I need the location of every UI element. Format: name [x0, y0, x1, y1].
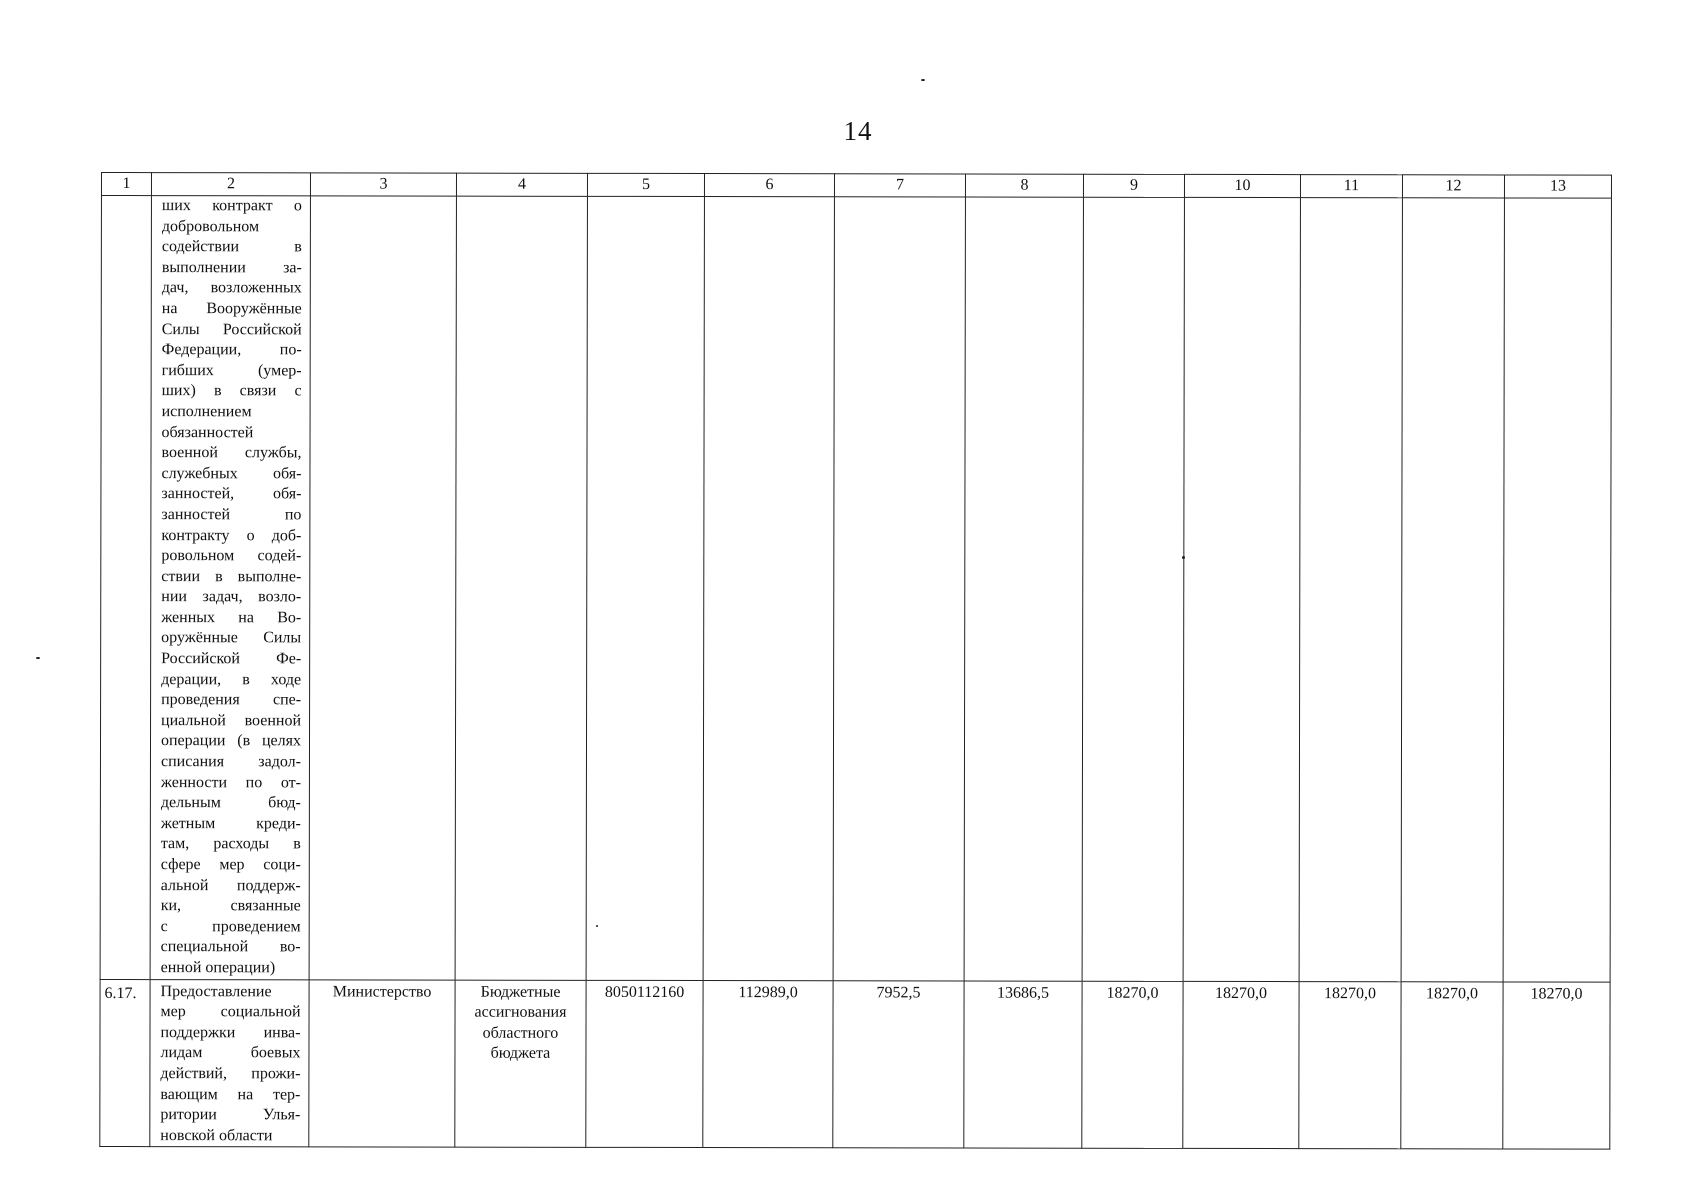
text-line: ших) в связи с: [161, 382, 302, 400]
text-line: занностей по: [161, 506, 302, 524]
column-header: 2: [151, 173, 310, 196]
measure-description-text: [151, 196, 310, 979]
empty-cell: [455, 196, 587, 980]
text-line: добровольном: [161, 217, 260, 235]
text-line: Бюджетные: [480, 983, 561, 1001]
measure-description-cell: [150, 979, 309, 1147]
column-header: 7: [834, 174, 965, 197]
executor-text: Министерство: [332, 982, 432, 1001]
empty-cell: [1299, 198, 1402, 982]
text-line: списания задол-: [160, 753, 301, 771]
column-header: 8: [965, 174, 1083, 197]
measure-description-text: [150, 982, 308, 1147]
row-number-cell: [100, 979, 150, 1147]
column-header: 9: [1083, 174, 1184, 197]
funding-source-cell: [455, 980, 586, 1148]
text-line: ассигнования: [474, 1003, 567, 1021]
empty-cell: [833, 197, 965, 981]
text-line: контракту о доб-: [161, 526, 302, 544]
page-number: 14: [843, 116, 873, 146]
funding-source-text: [455, 982, 585, 1065]
amount-col7: 7952,5: [876, 983, 921, 1001]
text-line: Российской Фе-: [161, 650, 302, 668]
text-line: вающим на тер-: [160, 1085, 301, 1103]
amount-col11: 18270,0: [1324, 984, 1377, 1002]
measure-description-cell: [150, 196, 310, 980]
empty-cell: [703, 197, 834, 981]
empty-cell: [1503, 198, 1611, 982]
text-line: с проведением: [160, 917, 301, 936]
empty-cell: [1401, 198, 1504, 982]
text-line: дерации, в ходе: [161, 670, 302, 689]
column-number-row: [101, 173, 1611, 199]
column-header: 6: [704, 174, 834, 197]
text-line: там, расходы в: [160, 835, 301, 853]
amount-cell: [1503, 982, 1610, 1150]
amount-col9: 18270,0: [1106, 984, 1159, 1002]
text-line: на Вооружённые: [161, 300, 302, 318]
text-line: занностей, обя-: [161, 485, 302, 503]
text-line: оружённые Силы: [161, 629, 302, 647]
text-line: жетным креди-: [160, 814, 301, 833]
text-line: мер социальной: [160, 1003, 301, 1021]
text-line: женности по от-: [160, 773, 301, 791]
amount-cell: [1299, 981, 1401, 1149]
amount-total: 112989,0: [738, 983, 798, 1001]
text-line: специальной во-: [160, 938, 301, 956]
empty-cell: [586, 196, 704, 980]
text-line: Силы Российской: [161, 320, 302, 338]
text-line: Предоставление: [160, 982, 272, 1000]
text-line: нии задач, возло-: [161, 588, 302, 606]
budget-table: [99, 172, 1611, 1144]
executor-cell: [309, 979, 455, 1147]
amount-cell: [1183, 981, 1299, 1149]
row-number: 6.17.: [104, 984, 137, 1002]
text-line: военной службы,: [161, 444, 302, 462]
column-header: 12: [1402, 175, 1504, 198]
text-line: областного: [482, 1024, 559, 1042]
budget-code-cell: [586, 980, 703, 1148]
text-line: ствии в выполне-: [161, 567, 302, 586]
amount-cell: [833, 980, 964, 1148]
text-line: ки, связанные: [160, 897, 301, 915]
amount-cell: [1401, 981, 1503, 1149]
text-line: поддержки инва-: [160, 1023, 301, 1042]
text-line: енной операции): [160, 959, 276, 977]
text-line: женных на Во-: [161, 608, 302, 627]
table-row-6-17: [100, 979, 1610, 1149]
empty-cell: [964, 197, 1083, 981]
column-header: 11: [1300, 175, 1402, 198]
column-header: 13: [1504, 175, 1611, 198]
amount-cell: [703, 980, 833, 1148]
text-line: исполнением: [161, 403, 252, 421]
text-line: ших контракт о: [161, 197, 302, 215]
empty-cell: [1082, 197, 1184, 981]
amount-col8: 13686,5: [997, 984, 1050, 1002]
column-header: 5: [587, 173, 704, 196]
text-line: гибших (умер-: [161, 361, 302, 380]
text-line: Федерации, по-: [161, 341, 302, 359]
amount-col13: 18270,0: [1530, 985, 1583, 1003]
text-line: служебных обя-: [161, 464, 302, 483]
text-line: циальной военной: [161, 711, 302, 730]
text-line: лидам боевых: [160, 1044, 301, 1062]
column-header: 10: [1184, 174, 1300, 197]
scan-speck: [36, 657, 40, 659]
text-line: дельным бюд-: [160, 794, 301, 812]
text-line: сфере мер соци-: [160, 856, 301, 874]
text-line: бюджета: [490, 1045, 551, 1063]
empty-cell: [309, 196, 456, 980]
text-line: ровольном содей-: [161, 547, 302, 565]
table-row-continuation: [100, 196, 1611, 982]
text-line: альной поддерж-: [160, 876, 301, 894]
text-line: выполнении за-: [161, 258, 302, 277]
column-header: 4: [456, 173, 587, 196]
column-header: 1: [101, 173, 151, 196]
amount-col12: 18270,0: [1426, 984, 1479, 1002]
scan-speck: [921, 79, 925, 81]
text-line: ритории Улья-: [160, 1106, 301, 1124]
budget-code: 8050112160: [604, 983, 685, 1001]
column-header: 3: [310, 173, 456, 196]
row-number-cell: [100, 196, 151, 980]
empty-cell: [1183, 197, 1300, 981]
text-line: новской области: [160, 1126, 273, 1145]
text-line: операции (в целях: [160, 732, 302, 750]
text-line: дач, возложенных: [161, 279, 302, 297]
amount-cell: [1082, 981, 1183, 1149]
text-line: действий, прожи-: [160, 1065, 301, 1083]
text-line: проведения спе-: [161, 691, 302, 709]
amount-col10: 18270,0: [1215, 984, 1268, 1002]
text-line: обязанностей: [161, 423, 254, 441]
amount-cell: [964, 981, 1082, 1149]
text-line: содействии в: [161, 238, 302, 256]
